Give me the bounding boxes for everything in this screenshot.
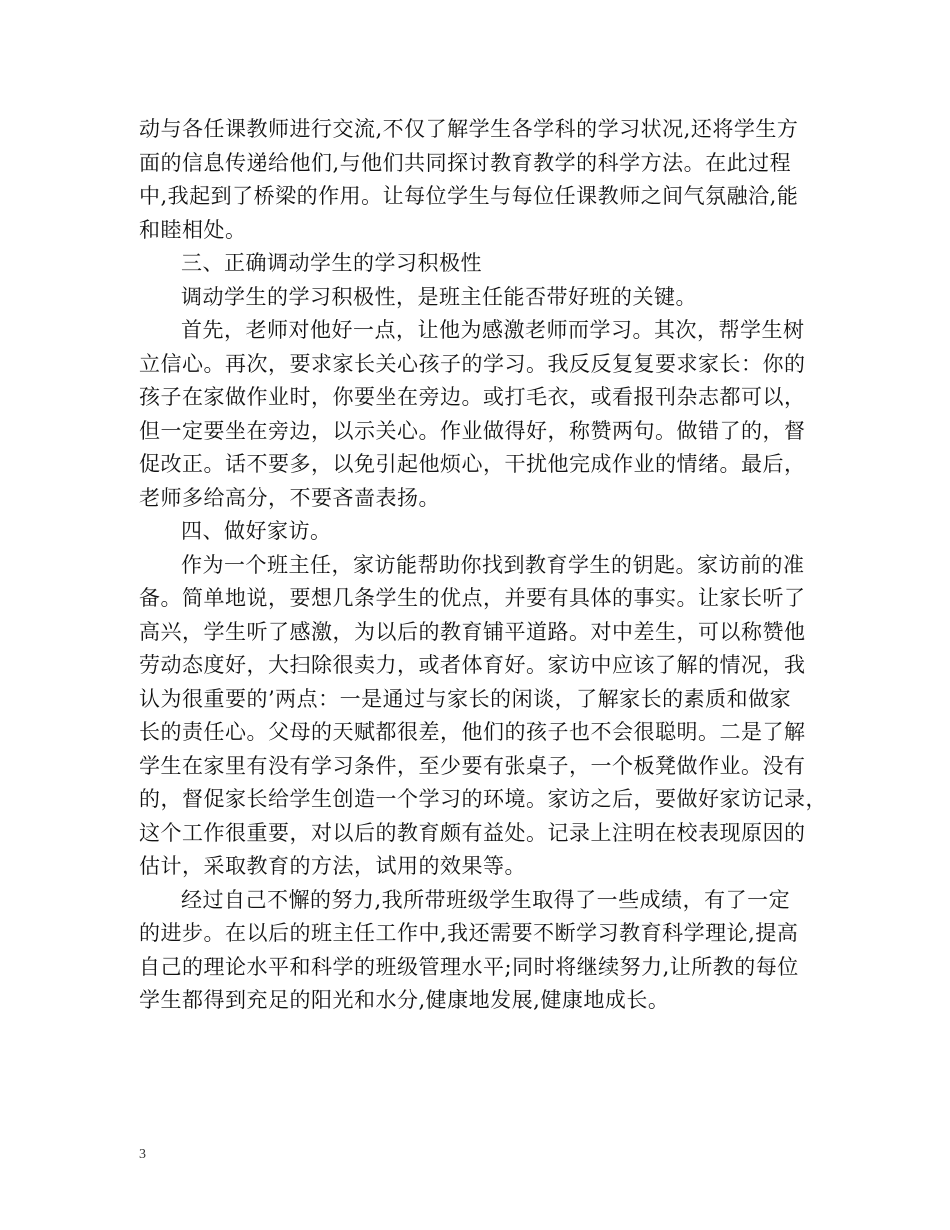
section-heading: 三、正确调动学生的学习积极性 (181, 251, 482, 275)
document-body (139, 113, 827, 1018)
section-heading: 四、做好家访。 (181, 519, 332, 543)
text-line: 学生都得到充足的阳光和水分,健康地发展,健康地成长。 (139, 988, 670, 1012)
text-line: 估计，采取教育的方法，试用的效果等。 (139, 854, 526, 878)
text-line: 首先，老师对他好一点，让他为感激老师而学习。其次，帮学生树 (181, 318, 805, 342)
text-line: 老师多给高分，不要吝啬表扬。 (139, 485, 440, 510)
text-line: 认为很重要的’两点：一是通过与家长的闲谈，了解家长的素质和做家 (139, 686, 792, 711)
text-line: 这个工作很重要，对以后的教育颇有益处。记录上注明在校表现原因的 (139, 820, 806, 845)
text-line: 长的责任心。父母的天赋都很差，他们的孩子也不会很聪明。二是了解 (139, 720, 806, 744)
text-line: 劳动态度好，大扫除很卖力，或者体育好。家访中应该了解的情况，我 (139, 653, 806, 677)
text-line: 和睦相处。 (139, 217, 247, 242)
text-line: 高兴，学生听了感激，为以后的教育铺平道路。对中差生，可以称赞他 (139, 619, 806, 644)
text-line: 但一定要坐在旁边，以示关心。作业做得好，称赞两句。做错了的，督 (139, 418, 806, 443)
text-line: 经过自己不懈的努力,我所带班级学生取得了一些成绩，有了一定 (181, 887, 791, 912)
text-line: 自己的理论水平和科学的班级管理水平;同时将继续努力,让所教的每位 (139, 954, 799, 979)
text-line: 促改正。话不要多，以免引起他烦心，干扰他完成作业的情绪。最后， (139, 452, 806, 476)
text-line: 的进步。在以后的班主任工作中,我还需要不断学习教育科学理论,提高 (139, 921, 799, 945)
text-line: 动与各任课教师进行交流,不仅了解学生各学科的学习状况,还将学生方 (139, 117, 799, 141)
text-line: 孩子在家做作业时，你要坐在旁边。或打毛衣，或看报刊杂志都可以， (139, 385, 806, 409)
page-number: 3 (139, 1147, 146, 1162)
text-line: 调动学生的学习积极性，是班主任能否带好班的关键。 (181, 284, 697, 309)
text-line: 的，督促家长给学生创造一个学习的环境。家访之后，要做好家访记录， (139, 787, 827, 811)
text-line: 立信心。再次，要求家长关心孩子的学习。我反反复复要求家长：你的 (139, 351, 806, 376)
text-line: 中,我起到了桥梁的作用。让每位学生与每位任课教师之间气氛融洽,能 (139, 184, 799, 208)
text-line: 学生在家里有没有学习条件，至少要有张桌子，一个板凳做作业。没有 (139, 753, 806, 778)
text-line: 备。简单地说，要想几条学生的优点，并要有具体的事实。让家长听了 (139, 586, 806, 610)
text-line: 作为一个班主任，家访能帮助你找到教育学生的钥匙。家访前的准 (181, 552, 805, 577)
text-line: 面的信息传递给他们,与他们共同探讨教育教学的科学方法。在此过程 (139, 150, 792, 175)
